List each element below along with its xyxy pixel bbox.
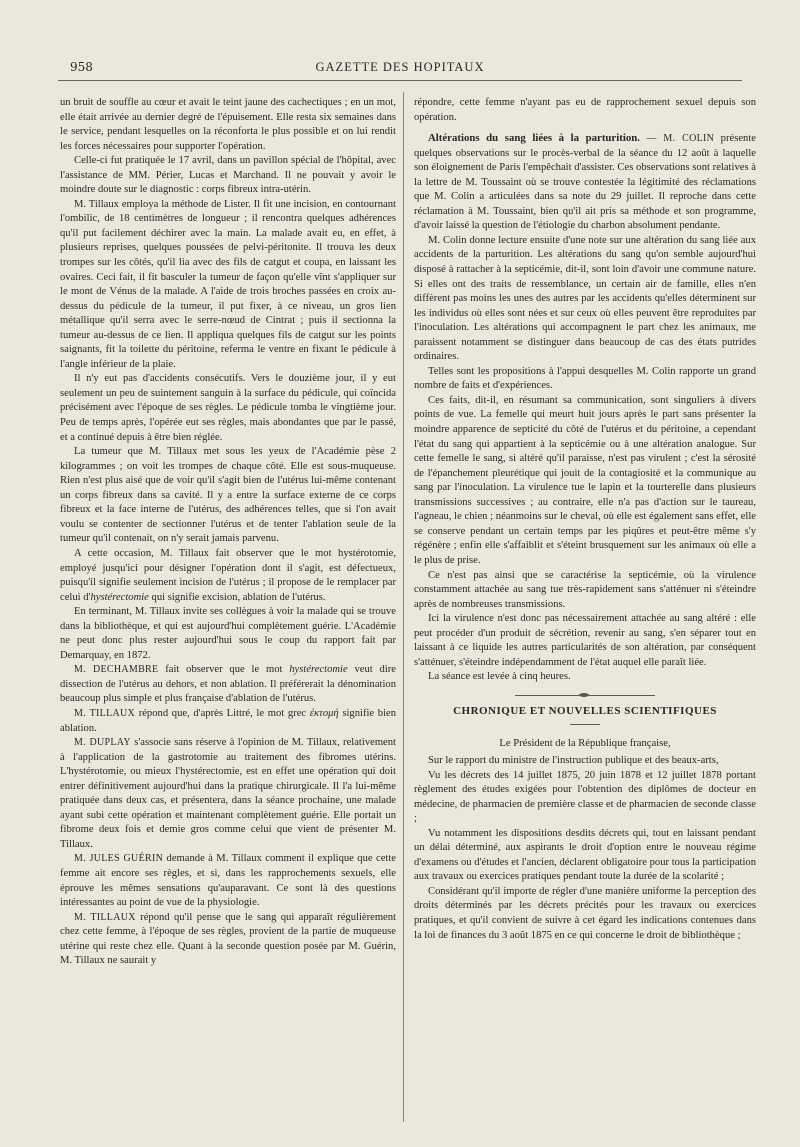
page-header	[58, 54, 742, 81]
paragraph	[60, 663, 396, 707]
text-run: demande à M. Tillaux comment il explique que cette femme ait encore ses règles, et si, dans les rapprochements sexuels, elle éprouve les mêmes sensations qu'auparavant. Ce sont là des questions intéressantes au point de vue de la physiologie.	[60, 853, 397, 909]
title-underline	[570, 724, 600, 725]
paragraph: M. Tillaux employa la méthode de Lister. Il fit une incision, en contournant l'ombilic, de 18 centimètres de longueur ; il rencontra quelques adhérences qu'il put facilement déchirer avec la main. La malade avait eu, en effet, à plusieurs reprises, quelques poussées de pelvi-péritonite. Il trouva les deux trompes sur les côtés, qu'il lia avec des fils de catgut et coupa, en laissant les ovaires. Ceci fait, il fit basculer la tumeur de façon qu'elle vînt s'appliquer sur le mont de Vénus de la malade. A l'aide de trois broches passées en croix au-dessus du pédicule de la tumeur, il put fixer, à ce niveau, un gros lien métallique qu'il serra avec le serre-nœud de Cintrat ; puis il sectionna la tumeur au-dessus de ce lien. Il appliqua quelques fils de catgut sur les points saignants, fit la toilette du péritoine, referma le ventre en fixant le pédicule à l'angle inférieur de la plaie.	[60, 198, 396, 370]
paragraph: répondre, cette femme n'ayant pas eu de rapprochement sexuel depuis son opération.	[414, 97, 756, 123]
column-divider	[403, 92, 404, 1122]
paragraph: Ces faits, dit-il, en résumant sa communication, sont singuliers à divers points de vue. La femelle qui meurt huit jours après le part sans présenter la moindre apparence de septicité du côté de l'utérus et du péritoine, a cependant l'état du sang qui appartient à la septicémie ou à une altération analogue. Sur cette femelle le sang, si altéré qu'il paraisse, n'est pas virulent ; c'est la sérosité de l'épanchement pleurétique qui jouit de la contagiosité et la communique au sang par l'inoculation. La virulence tue le lapin et la tourterelle dans plusieurs transmissions successives ; au contraire, elle n'a pas d'action sur le taureau, l'agneau, le chien ; néanmoins sur le cheval, où elle est également sans effet, elle se conserve pendant un certain temps par les piqûres et peut-être même s'y régénère ; enfin elle s'affaiblit et s'éteint brusquement sur les animaux où elle a le plus de prise.	[414, 394, 756, 566]
text-run: présente quelques observations sur le procès-verbal de la séance du 12 août à laquelle son éloignement de Paris l'empêchait d'assister. Ces observations sont relatives à la lettre de M. Toussaint où se trouve contestée la légitimité des réclamations que M. Colin a articulées dans sa note du 29 juillet. Il reproche dans cette réclamation à M. Toussaint, bien qu'il ait pris sa méthode et son programme, d'avoir laissé la question de l'étiologie du charbon absolument pendante.	[414, 133, 756, 232]
text-run: fait observer que le mot	[158, 664, 290, 676]
paragraph: Considérant qu'il importe de régler d'une manière uniforme la perception des droits déterminés par les décrets précités pour les travaux ou exercices pratiques, et qu'il convient de suivre à cet égard les indications contenues dans la loi de finances du 3 août 1875 en ce qui concerne le droit de bibliothèque ;	[414, 885, 756, 941]
paragraph	[414, 131, 756, 234]
paragraph	[60, 852, 396, 910]
section-title: Altérations du sang liées à la parturition.	[428, 132, 640, 145]
text-run: répond que, d'après Littré, le mot grec	[135, 707, 310, 719]
right-column	[414, 96, 756, 943]
emphasis-term: hystérectomie	[90, 591, 149, 603]
paragraph: La séance est levée à cinq heures.	[428, 671, 571, 683]
paragraph: La tumeur que M. Tillaux met sous les yeux de l'Académie pèse 2 kilogrammes ; on voit les trompes de chaque côté. Elle est sous-muqueuse. Rien n'est plus aisé que de voir qu'il s'agit bien de l'utérus lui-même contenant un corps fibreux dans sa cavité. Il y a entre la surface externe de ce corps fibreux et la face interne de l'utérus, des adhérences telles, que si l'on avait voulu se contenter de sectionner l'utérus et de tenter l'ablation seule de la tumeur qu'il contenait, on n'y serait jamais parvenu.	[60, 446, 396, 545]
chronique-title: CHRONIQUE ET NOUVELLES SCIENTIFIQUES	[453, 704, 717, 717]
left-column	[60, 96, 396, 969]
decree-heading: Le Président de la République française,	[499, 738, 671, 750]
speaker-name: M. TILLAUX	[74, 911, 136, 923]
journal-title: GAZETTE DES HOPITAUX	[315, 60, 485, 74]
paragraph: Sur le rapport du ministre de l'instruction publique et des beaux-arts,	[428, 754, 719, 766]
text-run: s'associe sans réserve à l'opinion de M. Tillaux, relativement à l'application de la gastrotomie au traitement des fibromes utérins. L'hystérotomie, ou mieux l'hystérectomie, est en effet une opération qui doit entrer définitivement aujourd'hui dans la pratique chirurgicale. Il l'a lui-même pratiquée dans deux cas, et présentera, dans la séance prochaine, une malade ayant subi cette opération et maintenant complètement guérie. Elle portait un fibrome deux fois et demie gros comme celui que vient de présenter M. Tillaux.	[60, 737, 396, 850]
speaker-name: M. DUPLAY	[74, 737, 131, 749]
text-run: répond qu'il pense que le sang qui apparaît régulièrement chez cette femme, à l'époque de ses règles, provient de la partie de muqueuse utérine qui reste chez elle. Quant à la seconde question posée par M. Guérin, M. Tillaux ne saurait y	[60, 911, 397, 967]
speaker-name: M. DECHAMBRE	[74, 664, 159, 676]
paragraph: En terminant, M. Tillaux invite ses collègues à voir la malade qui se trouve dans la bibliothèque, et qui est aujourd'hui complètement guérie. L'Académie ne peut donc plus rester aujourd'hui sous le coup du rapport fait par Demarquay, en 1872.	[60, 606, 396, 661]
paragraph: un bruit de souffle au cœur et avait le teint jaune des cachectiques ; en un mot, elle était arrivée au dernier degré de l'épuisement. Elle resta six semaines dans le service, pendant lesquelles on la réconforta le plus possible et on lui rendit les forces nécessaires pour supporter l'opération.	[60, 97, 396, 152]
text-run: qui signifie excision, ablation de l'utérus.	[148, 591, 326, 603]
paragraph	[60, 911, 396, 969]
text-run: veut dire dissection de l'utérus au dehors, et non ablation. Il préférerait la dénomination beaucoup plus simple et plus française d'ablation de l'utérus.	[60, 664, 396, 705]
paragraph	[60, 736, 396, 852]
paragraph: Il n'y eut pas d'accidents consécutifs. Vers le douzième jour, il y eut seulement un peu de suintement sanguin à la surface du pédicule, qui coïncida précisément avec l'époque de ses règles. Le pédicule tomba le vingtième jour. Peu de temps après, l'opérée eut ses règles, mais abondantes que par le passé, et a continué depuis à être bien réglée.	[60, 373, 396, 443]
paragraph: Vu notamment les dispositions desdits décrets qui, tout en laissant pendant un délai déterminé, aux aspirants le droit d'option entre le nouveau régime d'examens ou d'études et l'ancien, déclarent obligatoire pour tous la participation aux travaux ou exercices pratiques pendant toute la durée de la scolarité ;	[414, 827, 756, 883]
paragraph	[60, 547, 396, 605]
section-divider	[515, 695, 655, 696]
text-run: A cette occasion, M. Tillaux fait observer que le mot hystérotomie, employé jusqu'ici pour désigner l'opération dont il s'agit, est défectueux, puisqu'il signifie seulement incision de l'utérus ; il propose de le remplacer par celui d'	[60, 547, 396, 603]
page-number: 958	[70, 60, 93, 74]
greek-term: ἐκτομή	[309, 707, 339, 719]
paragraph: Ici la virulence n'est donc pas nécessairement attachée au sang altéré : elle peut procéder d'un produit de sécrétion, revenir au sang, s'en séparer tout en laissant à ce liquide les autres particularités de son altération, par conséquent s'atténuer, s'éteindre indépendamment de l'état auquel elle paraît liée.	[414, 613, 756, 668]
paragraph: M. Colin donne lecture ensuite d'une note sur une altération du sang liée aux accidents de la parturition. Les altérations du sang qu'on semble aujourd'hui disposé à rattacher à la septicémie, dit-il, sont loin d'avoir une commune nature. Si elles ont des traits de ressemblance, un certain air de famille, elles n'en diffèrent pas moins les unes des autres par les accidents qu'elles déterminent sur les individus où elles sont nées et sur ceux où elles peuvent être reproduites par l'inoculation. Les altérations qui accompagnent le part chez les animaux, me paraissent notamment se distinguer dans beaucoup de cas des états putrides ordinaires.	[414, 234, 756, 363]
paragraph: Ce n'est pas ainsi que se caractérise la septicémie, où la virulence constamment attachée au sang tue très-rapidement sans s'atténuer ni s'éteindre après de nombreuses transmissions.	[414, 569, 756, 610]
speaker-name: M. TILLAUX	[74, 707, 136, 719]
paragraph: Telles sont les propositions à l'appui desquelles M. Colin rapporte un grand nombre de faits et d'expériences.	[414, 365, 756, 392]
speaker-name: M. JULES GUÉRIN	[74, 853, 164, 865]
paragraph	[60, 707, 396, 736]
paragraph: Celle-ci fut pratiquée le 17 avril, dans un pavillon spécial de l'hôpital, avec l'assistance de MM. Périer, Lucas et Marchand. Il ne pouvait y avoir le moindre doute sur le diagnostic : corps fibreux intra-utérin.	[60, 155, 396, 196]
speaker-name: — M. COLIN	[646, 133, 715, 145]
emphasis-term: hystérectomie	[289, 664, 348, 676]
text-run: signifie bien ablation.	[60, 707, 397, 734]
paragraph: Vu les décrets des 14 juillet 1875, 20 juin 1878 et 12 juillet 1878 portant règlement des études exigées pour l'obtention des diplômes de docteur en médecine, de pharmacien de première classe et de pharmacien de seconde classe ;	[414, 769, 756, 825]
